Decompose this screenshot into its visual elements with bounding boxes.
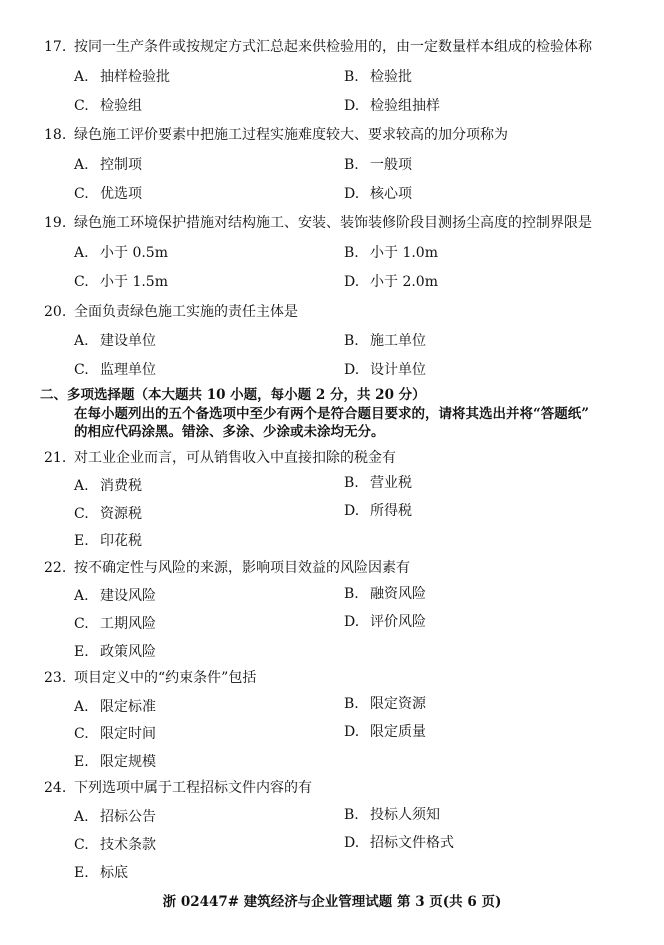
option-a: A. 小于 0.5m bbox=[74, 245, 168, 261]
option-a: A. 控制项 bbox=[74, 157, 142, 173]
question-number: 19. bbox=[44, 215, 67, 231]
option-c: C. 限定时间 bbox=[74, 726, 156, 742]
question-text: 对工业企业而言，可从销售收入中直接扣除的税金有 bbox=[74, 450, 396, 466]
question-number: 20. bbox=[44, 304, 67, 320]
question-number: 21. bbox=[44, 450, 67, 466]
option-e: E. 政策风险 bbox=[74, 644, 156, 660]
option-c: C. 工期风险 bbox=[74, 616, 156, 632]
question-stem bbox=[44, 449, 396, 467]
option-e: E. 印花税 bbox=[74, 533, 142, 549]
option-d: D. 设计单位 bbox=[344, 362, 426, 378]
question-text: 绿色施工环境保护措施对结构施工、安装、装饰装修阶段目测扬尘高度的控制界限是 bbox=[74, 215, 592, 231]
question-stem bbox=[44, 38, 592, 56]
option-a: A. 限定标准 bbox=[74, 699, 156, 715]
option-c: C. 资源税 bbox=[74, 506, 142, 522]
question-text: 按不确定性与风险的来源，影响项目效益的风险因素有 bbox=[74, 560, 410, 576]
option-b: B. 融资风险 bbox=[344, 586, 426, 602]
option-b: B. 限定资源 bbox=[344, 696, 426, 712]
option-b: B. 一般项 bbox=[344, 157, 412, 173]
section-instructions: 在每小题列出的五个备选项中至少有两个是符合题目要求的，请将其选出并将“答题纸” bbox=[74, 406, 590, 422]
page-footer: 浙 02447# 建筑经济与企业管理试题 第 3 页(共 6 页) bbox=[162, 894, 502, 910]
option-d: D. 所得税 bbox=[344, 503, 412, 519]
question-text: 下列选项中属于工程招标文件内容的有 bbox=[74, 780, 312, 796]
option-a: A. 招标公告 bbox=[74, 809, 156, 825]
question-text: 全面负责绿色施工实施的责任主体是 bbox=[74, 304, 298, 320]
question-text: 项目定义中的“约束条件”包括 bbox=[74, 670, 257, 686]
option-b: B. 营业税 bbox=[344, 475, 412, 491]
question-number: 22. bbox=[44, 560, 67, 576]
section-title: 二、多项选择题（本大题共 10 小题，每小题 2 分，共 20 分） bbox=[40, 387, 426, 403]
option-d: D. 评价风险 bbox=[344, 614, 426, 630]
option-b: B. 投标人须知 bbox=[344, 807, 440, 823]
question-text: 绿色施工评价要素中把施工过程实施难度较大、要求较高的加分项称为 bbox=[74, 127, 508, 143]
option-a: A. 建设风险 bbox=[74, 588, 156, 604]
question-number: 24. bbox=[44, 780, 67, 796]
option-d: D. 招标文件格式 bbox=[344, 835, 454, 851]
option-a: A. 抽样检验批 bbox=[74, 69, 170, 85]
question-number: 17. bbox=[44, 39, 67, 55]
question-stem bbox=[44, 779, 312, 797]
option-e: E. 限定规模 bbox=[74, 754, 156, 770]
question-stem bbox=[44, 126, 508, 144]
option-b: B. 施工单位 bbox=[344, 333, 426, 349]
option-b: B. 小于 1.0m bbox=[344, 245, 438, 261]
option-a: A. 消费税 bbox=[74, 478, 142, 494]
question-number: 23. bbox=[44, 670, 67, 686]
question-stem bbox=[44, 559, 410, 577]
question-stem bbox=[44, 214, 592, 232]
option-d: D. 检验组抽样 bbox=[344, 98, 440, 114]
option-d: D. 限定质量 bbox=[344, 724, 426, 740]
option-c: C. 技术条款 bbox=[74, 837, 156, 853]
option-c: C. 监理单位 bbox=[74, 362, 156, 378]
option-d: D. 核心项 bbox=[344, 186, 412, 202]
question-stem bbox=[44, 669, 256, 687]
option-c: C. 检验组 bbox=[74, 98, 142, 114]
option-c: C. 优选项 bbox=[74, 186, 142, 202]
section-instructions: 的相应代码涂黑。错涂、多涂、少涂或未涂均无分。 bbox=[74, 424, 385, 440]
option-b: B. 检验批 bbox=[344, 69, 412, 85]
option-c: C. 小于 1.5m bbox=[74, 274, 168, 290]
option-a: A. 建设单位 bbox=[74, 333, 156, 349]
question-stem bbox=[44, 303, 298, 321]
option-e: E. 标底 bbox=[74, 865, 128, 881]
option-d: D. 小于 2.0m bbox=[344, 274, 438, 290]
question-number: 18. bbox=[44, 127, 67, 143]
question-text: 按同一生产条件或按规定方式汇总起来供检验用的，由一定数量样本组成的检验体称 bbox=[74, 39, 592, 55]
